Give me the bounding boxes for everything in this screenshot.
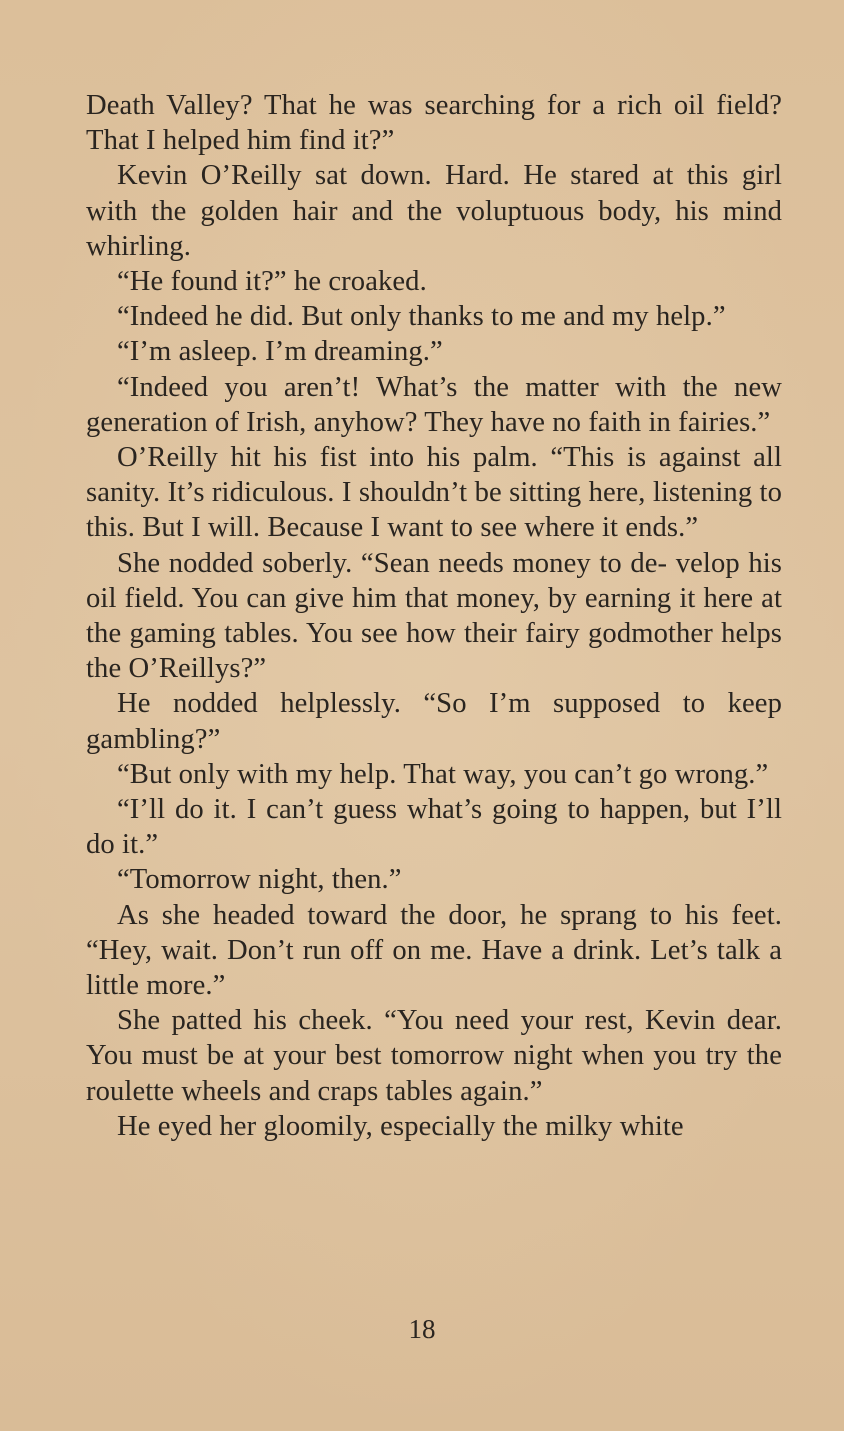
paragraph: “Tomorrow night, then.”	[117, 864, 402, 896]
page-number: 18	[408, 1314, 436, 1344]
paragraph: O’Reilly hit his fist into his palm. “This is against all sanity. It’s ridiculous. I shouldn’t be sitting here, listening to this. But I will. Because I want to see where it ends.”	[86, 442, 782, 544]
paragraph: “I’m asleep. I’m dreaming.”	[117, 336, 443, 368]
paragraph: “I’ll do it. I can’t guess what’s going to happen, but I’ll do it.”	[86, 794, 782, 861]
paragraph: “Indeed he did. But only thanks to me and my help.”	[117, 301, 726, 333]
body-text	[86, 88, 782, 1144]
paragraph: “But only with my help. That way, you can’t go wrong.”	[117, 758, 769, 790]
paragraph: He nodded helplessly. “So I’m supposed to keep gambling?”	[86, 688, 782, 755]
paragraph: She nodded soberly. “Sean needs money to de- velop his oil field. You can give him that money, by earning it here at the gaming tables. You see how their fairy godmother helps the O’Reillys?”	[86, 547, 782, 685]
paragraph: As she headed toward the door, he sprang to his feet. “Hey, wait. Don’t run off on me. Have a drink. Let’s talk a little more.”	[86, 899, 782, 1002]
paragraph: Kevin O’Reilly sat down. Hard. He stared at this girl with the golden hair and the voluptuous body, his mind whirling.	[86, 160, 782, 262]
paragraph: “Indeed you aren’t! What’s the matter with the new generation of Irish, anyhow? They have no faith in fairies.”	[86, 371, 782, 438]
paragraph: He eyed her gloomily, especially the milky white	[117, 1110, 684, 1142]
paragraph: She patted his cheek. “You need your rest, Kevin dear. You must be at your best tomorrow night when you try the roulette wheels and craps tables again.”	[86, 1005, 782, 1107]
paragraph: Death Valley? That he was searching for a rich oil field? That I helped him find it?”	[86, 90, 782, 157]
paragraph: “He found it?” he croaked.	[117, 266, 427, 298]
